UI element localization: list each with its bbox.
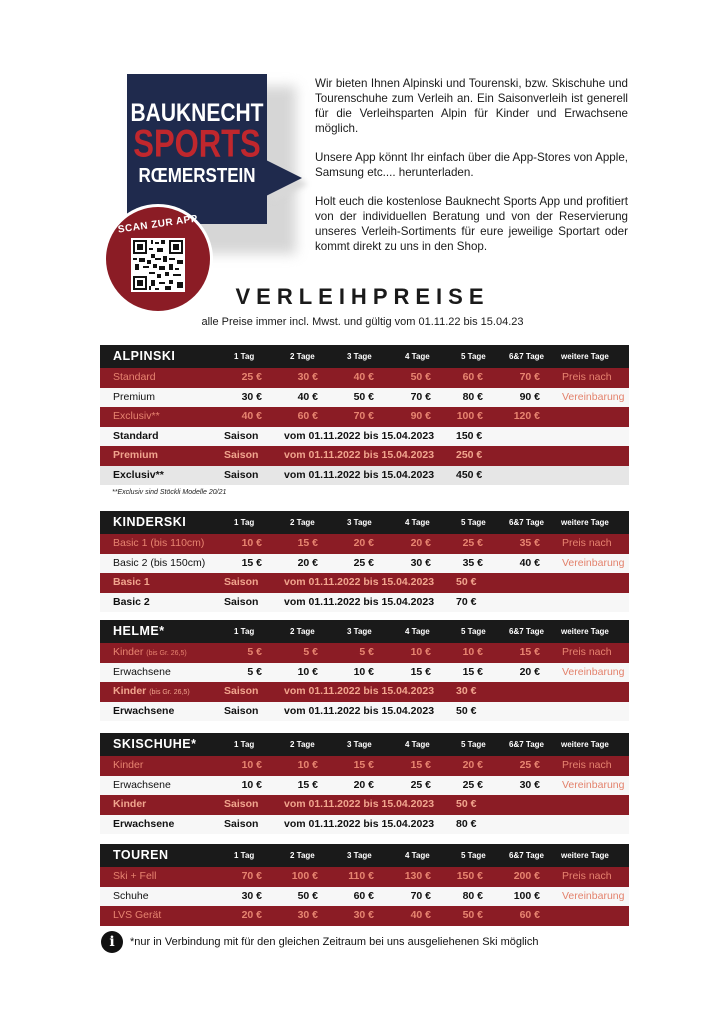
season-label: Saison [224,576,259,588]
column-header: 5 Tage [461,352,486,361]
column-header: 4 Tage [405,627,430,636]
price-cell: 15 € [353,759,374,771]
price-cell: 90 € [519,390,540,403]
column-header: 5 Tage [461,851,486,860]
price-cell: 20 € [410,537,431,549]
row-label-text: Kinder [113,646,144,658]
column-header: 3 Tage [347,627,372,636]
table-row [100,776,629,796]
price-cell: 90 € [410,410,431,422]
season-price: 150 € [456,429,483,442]
price-note: Vereinbarung [562,556,625,569]
price-cell: 30 € [519,778,540,791]
season-row [100,573,629,593]
column-header: weitere Tage [561,851,609,860]
table-header [100,620,629,643]
season-row [100,682,629,702]
row-label: Erwachsene [113,665,171,678]
table-row [100,368,629,388]
price-cell: 15 € [462,665,483,678]
season-range: vom 01.11.2022 bis 15.04.2023 [284,595,435,608]
price-cell: 30 € [410,556,431,569]
price-cell: 120 € [513,410,540,422]
price-cell: 10 € [241,759,262,771]
table-row [100,887,629,907]
column-header: weitere Tage [561,740,609,749]
price-cell: 15 € [410,665,431,678]
table-header [100,844,629,867]
column-header: 1 Tag [234,851,255,860]
season-range: vom 01.11.2022 bis 15.04.2023 [284,429,435,442]
table-row [100,906,629,926]
season-price: 30 € [456,685,477,697]
price-cell: 25 € [241,371,262,383]
price-cell: 60 € [297,410,318,422]
column-header: weitere Tage [561,627,609,636]
section-title: SKISCHUHE* [113,737,197,751]
season-range: vom 01.11.2022 bis 15.04.2023 [284,704,435,717]
price-note: Vereinbarung [562,665,625,678]
price-cell: 30 € [297,909,318,921]
price-cell: 50 € [353,390,374,403]
season-row [100,466,629,486]
column-header: weitere Tage [561,518,609,527]
row-label: Basic 2 [113,595,150,608]
column-header: weitere Tage [561,352,609,361]
price-cell: 20 € [519,665,540,678]
price-cell: 20 € [462,759,483,771]
table-row [100,867,629,887]
row-label [113,682,190,703]
column-header: 6&7 Tage [509,851,544,860]
price-note: Vereinbarung [562,778,625,791]
row-label: Premium [113,390,156,403]
row-label: Exclusiv** [113,410,160,422]
price-cell: 70 € [353,410,374,422]
price-cell: 25 € [353,556,374,569]
brand-logo [127,74,267,224]
price-cell: 60 € [519,909,540,921]
price-cell: 10 € [462,646,483,658]
column-header: 4 Tage [405,740,430,749]
price-note: Preis nach [562,759,612,771]
column-header: 3 Tage [347,740,372,749]
season-row [100,795,629,815]
table-row [100,756,629,776]
row-label: Kinder [113,798,147,810]
season-price: 80 € [456,817,477,830]
column-header: 2 Tage [290,627,315,636]
row-label: Standard [113,371,156,383]
price-cell: 25 € [462,537,483,549]
season-label: Saison [224,817,259,830]
column-header: 6&7 Tage [509,352,544,361]
column-header: 3 Tage [347,851,372,860]
price-cell: 15 € [519,646,540,658]
intro-paragraph-2: Unsere App könnt Ihr einfach über die App-Stores von Apple, Samsung etc.... herunterladen. [315,151,628,179]
season-range: vom 01.11.2022 bis 15.04.2023 [284,685,435,697]
price-note: Vereinbarung [562,390,625,403]
section-kinderski [100,511,629,612]
price-cell: 150 € [456,870,483,882]
row-label: Ski + Fell [113,870,157,882]
price-cell: 100 € [291,870,318,882]
section-skischuhe [100,733,629,834]
price-cell: 30 € [241,889,262,902]
season-label: Saison [224,429,259,442]
intro-text [315,76,628,268]
price-cell: 200 € [513,870,540,882]
column-header: 4 Tage [405,518,430,527]
price-cell: 30 € [353,909,374,921]
season-range: vom 01.11.2022 bis 15.04.2023 [284,449,435,461]
season-price: 450 € [456,468,483,481]
price-cell: 130 € [404,870,431,882]
table-header [100,345,629,368]
price-cell: 35 € [462,556,483,569]
section-title: KINDERSKI [113,515,187,529]
price-cell: 40 € [297,390,318,403]
season-row [100,702,629,722]
column-header: 2 Tage [290,352,315,361]
column-header: 1 Tag [234,518,255,527]
price-cell: 20 € [241,909,262,921]
price-cell: 10 € [353,665,374,678]
price-cell: 35 € [519,537,540,549]
season-label: Saison [224,798,259,810]
table-row [100,554,629,574]
info-icon-tail [116,945,122,951]
price-cell: 70 € [519,371,540,383]
price-cell: 50 € [297,889,318,902]
price-cell: 50 € [410,371,431,383]
price-note: Vereinbarung [562,889,625,902]
price-cell: 5 € [303,646,318,658]
alpinski-footnote: **Exclusiv sind Stöckli Modelle 20/21 [112,489,227,496]
logo-pointer [266,160,302,196]
table-row [100,663,629,683]
price-cell: 15 € [241,556,262,569]
table-row [100,388,629,408]
row-label: Standard [113,429,159,442]
logo-line-2: SPORTS [133,121,261,166]
price-cell: 15 € [297,778,318,791]
row-label: Schuhe [113,889,149,902]
row-label: Basic 1 [113,576,150,588]
intro-paragraph-3: Holt euch die kostenlose Bauknecht Sports App und profitiert von der individuellen Beratung und von der Reservierung unseres Verleih-Sortiments für eure jeweilige Sportart oder kommt direkt zu uns in den Shop. [315,195,628,253]
column-header: 2 Tage [290,518,315,527]
row-label: LVS Gerät [113,909,162,921]
row-label-suffix: (bis Gr. 26,5) [149,689,190,696]
season-row [100,815,629,835]
price-cell: 70 € [410,889,431,902]
price-cell: 30 € [297,371,318,383]
price-note: Preis nach [562,371,612,383]
price-note: Preis nach [562,537,612,549]
season-range: vom 01.11.2022 bis 15.04.2023 [284,468,435,481]
column-header: 2 Tage [290,740,315,749]
season-label: Saison [224,685,259,697]
row-label: Kinder [113,759,144,771]
page-title: VERLEIHPREISE [235,284,490,309]
price-cell: 70 € [410,390,431,403]
section-title: HELME* [113,624,165,638]
price-cell: 20 € [353,778,374,791]
price-cell: 70 € [241,870,262,882]
column-header: 1 Tag [234,740,255,749]
season-row [100,446,629,466]
price-cell: 40 € [353,371,374,383]
column-header: 5 Tage [461,740,486,749]
bottom-note: *nur in Verbindung mit für den gleichen Zeitraum bei uns ausgeliehenen Ski möglich [130,936,539,948]
logo-line-3: RŒMERSTEIN [138,164,256,187]
price-note: Preis nach [562,646,612,658]
price-cell: 10 € [410,646,431,658]
price-cell: 60 € [462,371,483,383]
column-header: 6&7 Tage [509,740,544,749]
column-header: 4 Tage [405,352,430,361]
price-cell: 15 € [297,537,318,549]
column-header: 5 Tage [461,518,486,527]
season-price: 70 € [456,595,477,608]
row-label-suffix: (bis Gr. 26,5) [146,650,187,657]
column-header: 3 Tage [347,518,372,527]
price-cell: 10 € [241,778,262,791]
section-title: ALPINSKI [113,349,176,363]
price-cell: 40 € [519,556,540,569]
price-cell: 5 € [247,646,262,658]
price-cell: 80 € [462,889,483,902]
column-header: 1 Tag [234,627,255,636]
season-row [100,593,629,613]
season-price: 250 € [456,449,483,461]
table-header [100,511,629,534]
qr-label: SCAN ZUR APP [117,213,199,236]
season-price: 50 € [456,704,477,717]
table-row [100,643,629,663]
price-cell: 80 € [462,390,483,403]
price-cell: 110 € [348,870,374,882]
price-cell: 15 € [410,759,431,771]
price-cell: 25 € [519,759,540,771]
price-cell: 10 € [241,537,262,549]
season-price: 50 € [456,798,477,810]
season-label: Saison [224,704,259,717]
price-cell: 25 € [462,778,483,791]
price-cell: 20 € [353,537,374,549]
column-header: 6&7 Tage [509,627,544,636]
table-header [100,733,629,756]
row-label: Exclusiv** [113,468,164,481]
price-cell: 10 € [297,759,318,771]
row-label: Erwachsene [113,704,175,717]
price-cell: 20 € [297,556,318,569]
row-label: Erwachsene [113,778,171,791]
row-label: Premium [113,449,158,461]
row-label-text: Kinder [113,685,147,697]
info-icon: i [101,931,123,953]
logo-line-1: BAUKNECHT [130,99,264,128]
season-label: Saison [224,449,259,461]
season-range: vom 01.11.2022 bis 15.04.2023 [284,798,435,810]
column-header: 2 Tage [290,851,315,860]
season-price: 50 € [456,576,477,588]
price-cell: 40 € [241,410,262,422]
price-cell: 50 € [462,909,483,921]
season-range: vom 01.11.2022 bis 15.04.2023 [284,817,435,830]
price-cell: 5 € [359,646,374,658]
column-header: 5 Tage [461,627,486,636]
price-note: Preis nach [562,870,612,882]
row-label: Basic 1 (bis 110cm) [113,537,205,549]
section-alpinski [100,345,629,485]
season-row [100,427,629,447]
column-header: 6&7 Tage [509,518,544,527]
price-cell: 40 € [410,909,431,921]
price-cell: 30 € [241,390,262,403]
season-range: vom 01.11.2022 bis 15.04.2023 [284,576,435,588]
section-helme [100,620,629,721]
price-cell: 100 € [513,889,540,902]
table-row [100,407,629,427]
column-header: 1 Tag [234,352,255,361]
intro-paragraph-1: Wir bieten Ihnen Alpinski und Tourenski, bzw. Skischuhe und Tourenschuhe zum Verleih an. Ein Saisonverleih ist generell für die Verleihsparten Alpin für Kinder und Erwachsene möglich. [315,77,628,135]
section-touren [100,844,629,926]
price-cell: 10 € [297,665,318,678]
season-label: Saison [224,468,259,481]
row-label: Erwachsene [113,817,175,830]
column-header: 4 Tage [405,851,430,860]
price-cell: 25 € [410,778,431,791]
section-title: TOUREN [113,848,169,862]
price-cell: 60 € [353,889,374,902]
season-label: Saison [224,595,259,608]
table-row [100,534,629,554]
price-cell: 5 € [247,665,262,678]
row-label [113,643,187,664]
column-header: 3 Tage [347,352,372,361]
price-cell: 100 € [456,410,483,422]
page-subtitle: alle Preise immer incl. Mwst. und gültig vom 01.11.22 bis 15.04.23 [201,316,524,328]
row-label: Basic 2 (bis 150cm) [113,556,206,569]
